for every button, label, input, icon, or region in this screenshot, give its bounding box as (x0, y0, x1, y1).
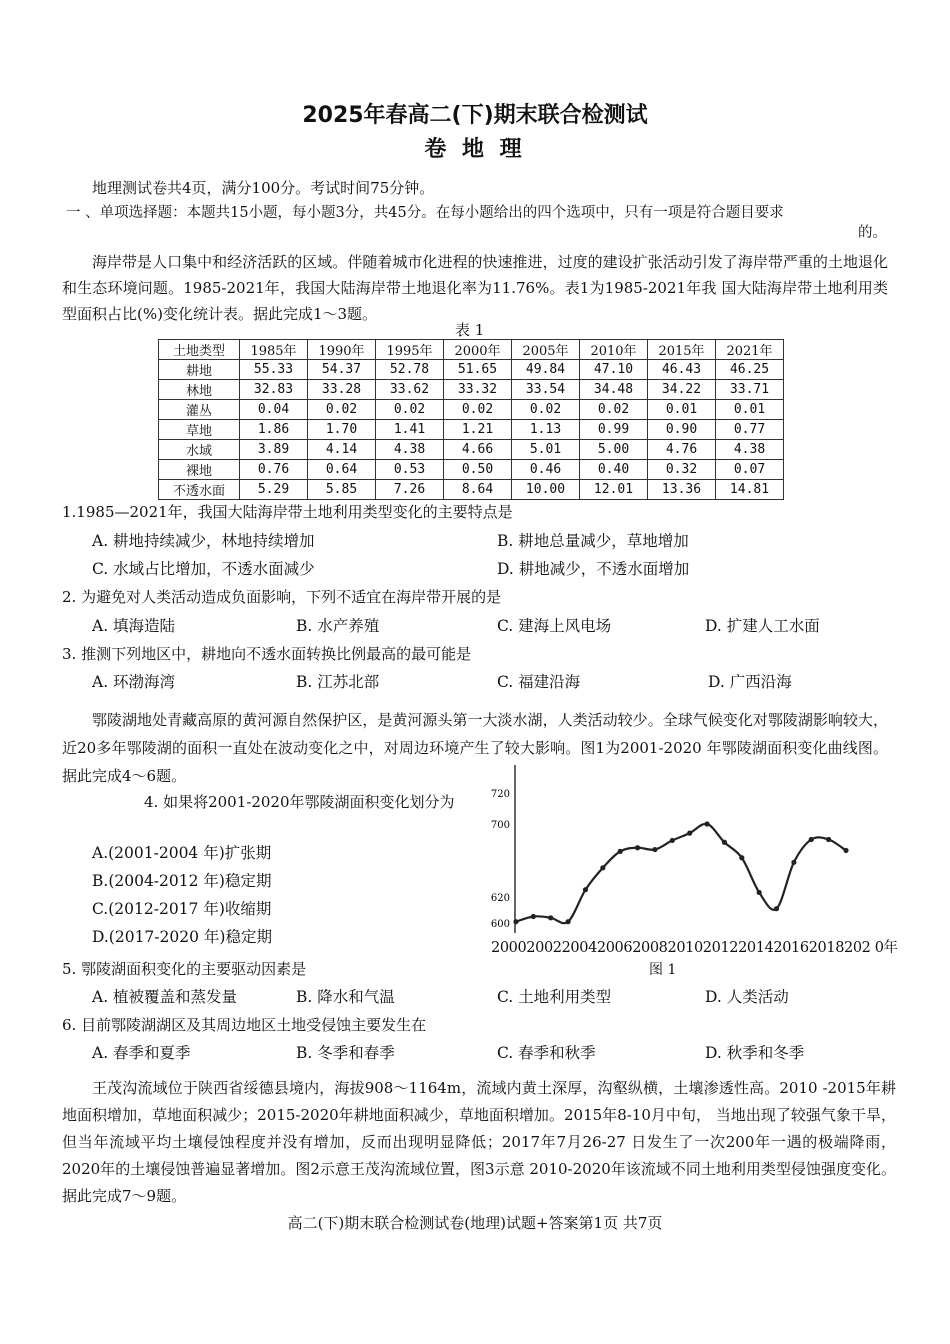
data-point (774, 906, 779, 911)
table-cell: 1.21 (444, 420, 512, 440)
subject-title: 卷 地 理 (424, 137, 526, 162)
table-cell: 34.48 (580, 380, 648, 400)
table-cell: 5.00 (580, 440, 648, 460)
table-cell: 0.02 (308, 400, 376, 420)
question-1-stem: 1.1985—2021年，我国大陆海岸带土地利用类型变化的主要特点是 (62, 503, 513, 521)
table-cell: 8.64 (444, 480, 512, 500)
data-point (635, 845, 640, 850)
question-1-option-c[interactable]: C. 水域占比增加，不透水面减少 (92, 560, 315, 578)
table-cell: 49.84 (512, 360, 580, 380)
data-point (670, 838, 675, 843)
exam-info: 地理测试卷共4页，满分100分。考试时间75分钟。 (92, 179, 435, 197)
data-point (826, 837, 831, 842)
question-3-option-a[interactable]: A. 环渤海湾 (92, 673, 176, 691)
table-cell: 33.71 (716, 380, 784, 400)
table-cell: 0.04 (240, 400, 308, 420)
table-cell: 12.01 (580, 480, 648, 500)
question-6-option-b[interactable]: B. 冬季和春季 (296, 1044, 395, 1062)
table-header-cell: 1995年 (376, 340, 444, 360)
data-point (583, 887, 588, 892)
table-header-cell: 2021年 (716, 340, 784, 360)
question-5-stem: 5. 鄂陵湖面积变化的主要驱动因素是 (62, 960, 307, 978)
question-1-option-b[interactable]: B. 耕地总量减少，草地增加 (497, 532, 689, 550)
question-1-option-d[interactable]: D. 耕地减少，不透水面增加 (497, 560, 690, 578)
table-cell: 5.01 (512, 440, 580, 460)
table-cell: 46.25 (716, 360, 784, 380)
data-point (618, 849, 623, 854)
table-cell: 0.40 (580, 460, 648, 480)
table-cell: 0.64 (308, 460, 376, 480)
table-cell: 4.76 (648, 440, 716, 460)
table-cell: 4.38 (716, 440, 784, 460)
passage-2: 鄂陵湖地处青藏高原的黄河源自然保护区，是黄河源头第一大淡水湖，人类活动较少。全球气候变化对鄂陵湖影响较大，近20多年鄂陵湖的面积一直处在波动变化之中，对周边环境产生了较大影响。图1为2001-2020 年鄂陵湖面积变化曲线图。据此完成4～6题。 (62, 711, 888, 785)
table-cell: 0.02 (444, 400, 512, 420)
table-cell: 10.00 (512, 480, 580, 500)
table-row-label: 不透水面 (159, 480, 240, 500)
y-tick-label: 600 (490, 919, 510, 930)
table-row (159, 360, 784, 380)
page-title: 2025年春高二(下)期末联合检测试 (302, 103, 648, 128)
table-cell: 1.41 (376, 420, 444, 440)
data-point (652, 847, 657, 852)
question-5-option-b[interactable]: B. 降水和气温 (296, 988, 395, 1006)
table-cell: 0.50 (444, 460, 512, 480)
question-5-option-d[interactable]: D. 人类活动 (705, 988, 789, 1006)
table-cell: 33.54 (512, 380, 580, 400)
question-6-option-a[interactable]: A. 春季和夏季 (92, 1044, 191, 1062)
section-heading: 一 、单项选择题：本题共15小题，每小题3分，共45分。在每小题给出的四个选项中，只有一项是符合题目要求 (66, 205, 784, 221)
table-cell: 5.85 (308, 480, 376, 500)
question-4-option-d[interactable]: D.(2017-2020 年)稳定期 (92, 928, 272, 946)
table-row-label: 灌丛 (159, 400, 240, 420)
table-cell: 54.37 (308, 360, 376, 380)
table-header-cell: 2005年 (512, 340, 580, 360)
data-point (704, 821, 709, 826)
table-cell: 0.02 (580, 400, 648, 420)
table-cell: 3.89 (240, 440, 308, 460)
question-3-option-c[interactable]: C. 福建沿海 (497, 673, 581, 691)
figure-1-caption: 图 1 (649, 962, 677, 978)
data-point (791, 860, 796, 865)
passage-3: 王茂沟流域位于陕西省绥德县境内，海拔908～1164m，流域内黄土深厚，沟壑纵横，土壤渗透性高。2010 -2015年耕地面积增加，草地面积减少；2015-2020年耕地面积减少，草地面积增加。2015年8-10月中旬， 当地出现了较强气象干旱，但当年流域平均土壤侵蚀程度并没有增加，反而出现明显降低；2017年7月26-27 日发生了一次200年一遇的极端降雨，2020年的土壤侵蚀普遍显著增加。图2示意王茂沟流域位置，图3示意 2010-2020年该流域不同土地利用类型侵蚀强度变化。据此完成7～9题。 (62, 1079, 896, 1205)
data-point (687, 831, 692, 836)
land-use-table (158, 339, 784, 500)
table-row-label: 水域 (159, 440, 240, 460)
table-cell: 14.81 (716, 480, 784, 500)
question-1-option-a[interactable]: A. 耕地持续减少，林地持续增加 (92, 532, 315, 550)
table-row (159, 440, 784, 460)
data-point (722, 840, 727, 845)
question-4-option-b[interactable]: B.(2004-2012 年)稳定期 (92, 872, 272, 890)
question-2-stem: 2. 为避免对人类活动造成负面影响，下列不适宜在海岸带开展的是 (62, 588, 502, 606)
table-cell: 13.36 (648, 480, 716, 500)
question-5-option-a[interactable]: A. 植被覆盖和蒸发量 (92, 988, 238, 1006)
question-2-option-a[interactable]: A. 填海造陆 (92, 617, 176, 635)
table-row (159, 480, 784, 500)
table-cell: 0.07 (716, 460, 784, 480)
table-cell: 0.32 (648, 460, 716, 480)
table-cell: 0.77 (716, 420, 784, 440)
section-heading-end: 的。 (858, 225, 887, 241)
table-row (159, 420, 784, 440)
table-cell: 1.86 (240, 420, 308, 440)
table-row (159, 380, 784, 400)
data-point (843, 848, 848, 853)
table-cell: 32.83 (240, 380, 308, 400)
table-header-cell: 土地类型 (159, 340, 240, 360)
question-4-stem: 4. 如果将2001-2020年鄂陵湖面积变化划分为 (144, 793, 455, 811)
table-cell: 4.38 (376, 440, 444, 460)
data-point (531, 914, 536, 919)
table-row-label: 裸地 (159, 460, 240, 480)
table-cell: 0.46 (512, 460, 580, 480)
table-cell: 52.78 (376, 360, 444, 380)
table-caption: 表 1 (455, 321, 485, 339)
question-4-option-c[interactable]: C.(2012-2017 年)收缩期 (92, 900, 272, 918)
table-row-label: 耕地 (159, 360, 240, 380)
table-header-cell: 1985年 (240, 340, 308, 360)
question-6-option-d[interactable]: D. 秋季和冬季 (705, 1044, 805, 1062)
question-2-option-c[interactable]: C. 建海上风电场 (497, 617, 612, 635)
table-cell: 0.02 (512, 400, 580, 420)
table-header-cell: 1990年 (308, 340, 376, 360)
table-cell: 33.62 (376, 380, 444, 400)
table-cell: 0.01 (716, 400, 784, 420)
table-cell: 33.28 (308, 380, 376, 400)
data-point (739, 855, 744, 860)
table-header-cell: 2015年 (648, 340, 716, 360)
table-cell: 51.65 (444, 360, 512, 380)
table-cell: 1.13 (512, 420, 580, 440)
table-header-cell: 2000年 (444, 340, 512, 360)
table-cell: 7.26 (376, 480, 444, 500)
table-header-cell: 2010年 (580, 340, 648, 360)
table-cell: 4.14 (308, 440, 376, 460)
question-3-stem: 3. 推测下列地区中，耕地向不透水面转换比例最高的最可能是 (62, 645, 472, 663)
question-2-option-b[interactable]: B. 水产养殖 (296, 617, 380, 635)
table-cell: 0.99 (580, 420, 648, 440)
table-cell: 1.70 (308, 420, 376, 440)
table-row-label: 草地 (159, 420, 240, 440)
table-cell: 5.29 (240, 480, 308, 500)
table-cell: 33.32 (444, 380, 512, 400)
data-point (600, 865, 605, 870)
table-cell: 34.22 (648, 380, 716, 400)
table-cell: 47.10 (580, 360, 648, 380)
table-cell: 0.76 (240, 460, 308, 480)
passage-1: 海岸带是人口集中和经济活跃的区域。伴随着城市化进程的快速推进，过度的建设扩张活动引发了海岸带严重的土地退化和生态环境问题。1985-2021年，我国大陆海岸带土地退化率为11.76%。表1为1985-2021年我 国大陆海岸带土地利用类型面积占比(%)变化统计表。据此完成1～3题。 (62, 253, 888, 323)
data-point (548, 915, 553, 920)
table-cell: 0.90 (648, 420, 716, 440)
table-row-label: 林地 (159, 380, 240, 400)
question-6-stem: 6. 目前鄂陵湖湖区及其周边地区土地受侵蚀主要发生在 (62, 1016, 427, 1034)
y-tick-label: 700 (490, 820, 510, 831)
question-4-option-a[interactable]: A.(2001-2004 年)扩张期 (92, 844, 272, 862)
lake-area-series-line (516, 824, 846, 923)
y-tick-label: 720 (490, 789, 510, 800)
table-cell: 55.33 (240, 360, 308, 380)
table-cell: 46.43 (648, 360, 716, 380)
x-axis-tick-labels: 2000200220042006200820102012201420162018202 0年 (491, 940, 898, 956)
question-2-option-d[interactable]: D. 扩建人工水面 (705, 617, 820, 635)
data-point (809, 837, 814, 842)
y-tick-label: 620 (490, 893, 510, 904)
question-6-option-c[interactable]: C. 春季和秋季 (497, 1044, 596, 1062)
data-point (566, 919, 571, 924)
table-cell: 4.66 (444, 440, 512, 460)
table-cell: 0.01 (648, 400, 716, 420)
question-5-option-c[interactable]: C. 土地利用类型 (497, 988, 612, 1006)
data-point (757, 890, 762, 895)
page-footer: 高二(下)期末联合检测试卷(地理)试题+答案第1页 共7页 (287, 1214, 663, 1232)
table-cell: 0.02 (376, 400, 444, 420)
table-cell: 0.53 (376, 460, 444, 480)
question-3-option-d[interactable]: D. 广西沿海 (708, 673, 792, 691)
table-row (159, 460, 784, 480)
data-point (513, 919, 518, 924)
question-3-option-b[interactable]: B. 江苏北部 (296, 673, 380, 691)
table-row (159, 400, 784, 420)
